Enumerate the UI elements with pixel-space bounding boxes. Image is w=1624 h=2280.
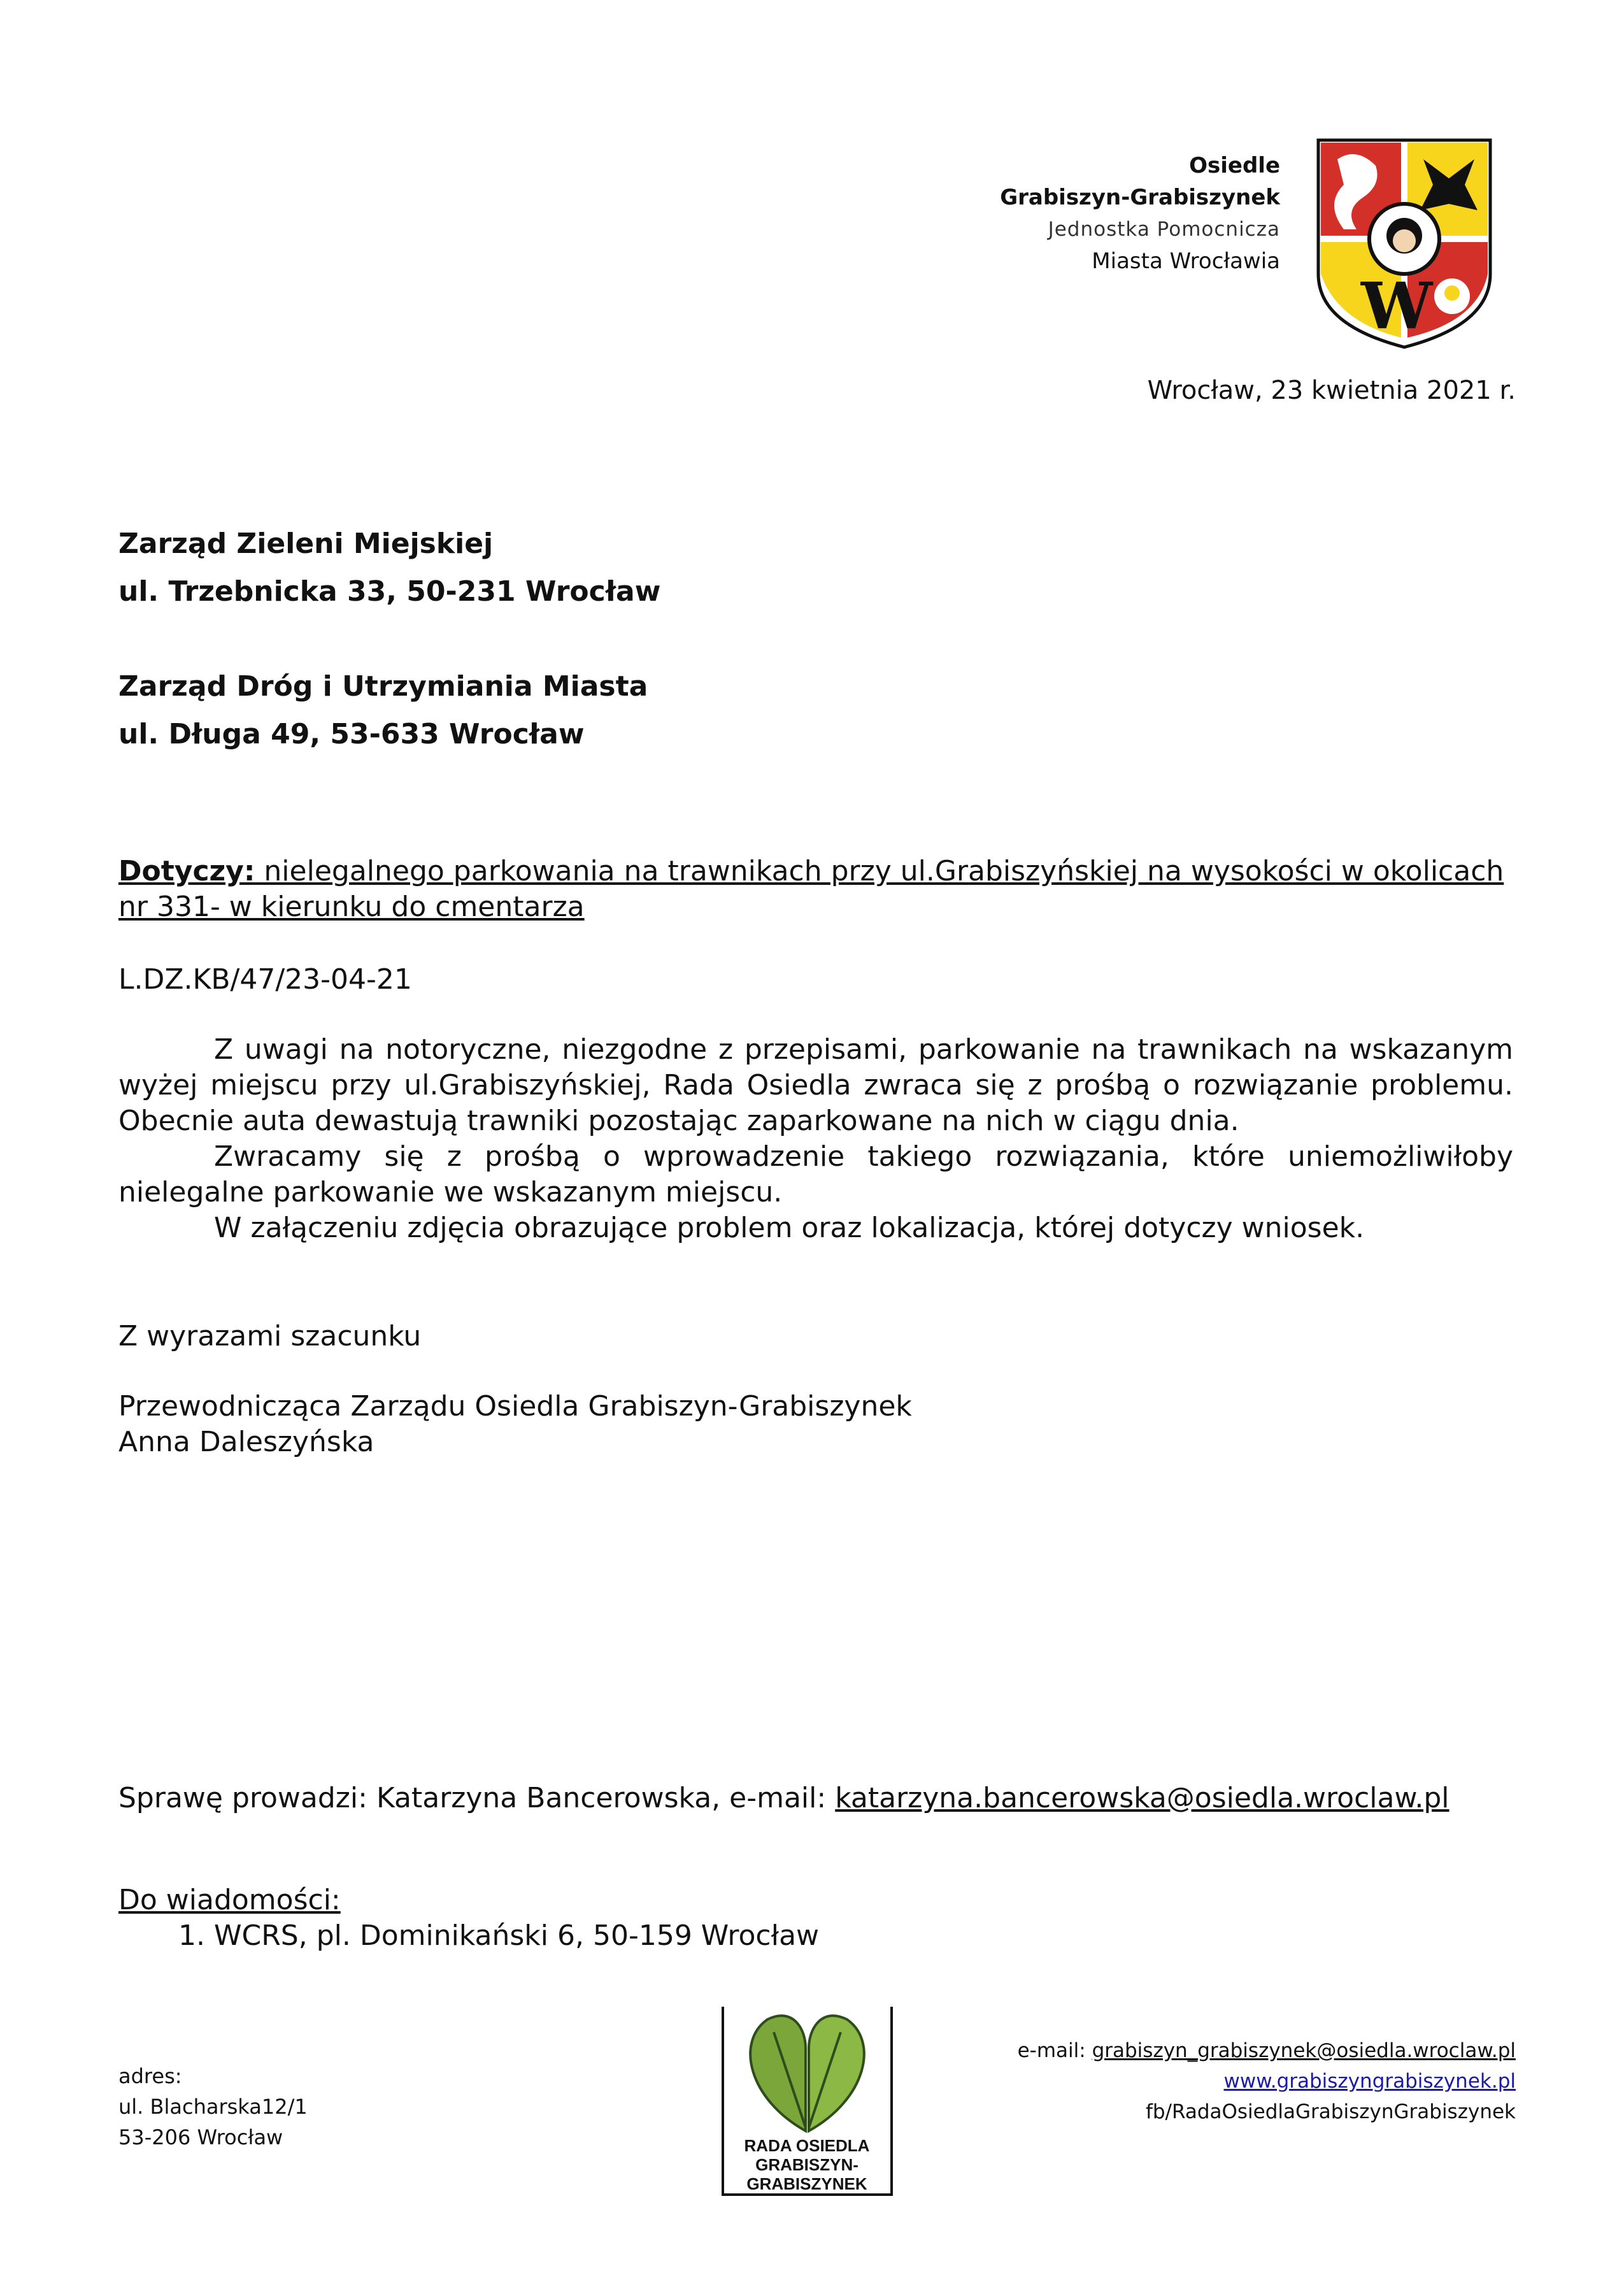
footer-address-city: 53-206 Wrocław [118, 2125, 283, 2149]
letter-date: Wrocław, 23 kwietnia 2021 r. [1147, 376, 1516, 405]
cc-list [118, 1918, 1513, 1954]
logo-line-1: RADA OSIEDLA [744, 2136, 870, 2155]
letterhead-line-4: Miasta Wrocławia [1092, 248, 1280, 274]
case-handler [118, 1781, 1513, 1816]
subject-line [118, 854, 1513, 925]
closing: Z wyrazami szacunku [118, 1320, 422, 1352]
recipient-2-name: Zarząd Dróg i Utrzymiania Miasta [118, 670, 648, 703]
recipient-1-address: ul. Trzebnicka 33, 50-231 Wrocław [118, 575, 661, 608]
footer-facebook: fb/RadaOsiedlaGrabiszynGrabiszynek [1145, 2100, 1516, 2123]
signature-name: Anna Daleszyńska [118, 1426, 374, 1458]
footer-website-link[interactable]: www.grabiszyngrabiszynek.pl [1223, 2070, 1516, 2093]
cc-heading: Do wiadomości: [118, 1884, 341, 1916]
letterhead-line-1: Osiedle [1189, 153, 1280, 178]
footer-contact [1018, 2035, 1516, 2127]
footer-address-label: adres: [118, 2064, 182, 2088]
recipient-2-address: ul. Długa 49, 53-633 Wrocław [118, 718, 585, 750]
logo-line-2: GRABISZYN- [755, 2155, 858, 2174]
rada-osiedla-logo [710, 2004, 904, 2201]
letterhead-line-2: Grabiszyn-Grabiszynek [1000, 185, 1280, 210]
letterhead [1000, 150, 1280, 277]
paragraph-2: Zwracamy się z prośbą o wprowadzenie takiego rozwiązania, które uniemożliwiłoby nielegalne parkowanie we wskazanym miejscu. [118, 1140, 1513, 1208]
footer-email-label: e-mail: [1017, 2039, 1092, 2062]
signature-block [118, 1389, 1513, 1460]
subject-label: Dotyczy: [118, 855, 255, 887]
logo-line-3: GRABISZYNEK [746, 2174, 867, 2193]
case-handler-email-link[interactable]: katarzyna.bancerowska@osiedla.wroclaw.pl [835, 1782, 1449, 1814]
crest-letter: W [1361, 268, 1433, 343]
letterhead-line-3: Jednostka Pomocnicza [1048, 218, 1280, 241]
paragraph-3: W załączeniu zdjęcia obrazujące problem oraz lokalizacja, której dotyczy wniosek. [214, 1212, 1365, 1244]
cc-item: 1. WCRS, pl. Dominikański 6, 50-159 Wrocław [214, 1918, 1513, 1954]
footer-email-link[interactable]: grabiszyn_grabiszynek@osiedla.wroclaw.pl [1092, 2039, 1516, 2062]
carbon-copy [118, 1882, 1513, 1954]
signature-title: Przewodnicząca Zarządu Osiedla Grabiszyn-Grabiszynek [118, 1390, 912, 1423]
recipient-1-name: Zarząd Zieleni Miejskiej [118, 527, 494, 560]
footer-address [118, 2061, 308, 2153]
subject-text: nielegalnego parkowania na trawnikach przy ul.Grabiszyńskiej na wysokości w okolicach nr 331- w kierunku do cmentarza [118, 855, 1504, 923]
paragraph-1: Z uwagi na notoryczne, niezgodne z przepisami, parkowanie na trawnikach na wskazanym wyżej miejscu przy ul.Grabiszyńskiej, Rada Osiedla zwraca się z prośbą o rozwiązanie problemu. Obecnie auta dewastują trawniki pozostając zaparkowane na nich w ciągu dnia. [118, 1033, 1513, 1137]
case-handler-text: Sprawę prowadzi: Katarzyna Bancerowska, e-mail: [118, 1782, 836, 1814]
footer-address-street: ul. Blacharska12/1 [118, 2095, 308, 2119]
letter-body [118, 1032, 1513, 1246]
wroclaw-coat-of-arms-icon [1312, 134, 1497, 350]
reference-number: L.DZ.KB/47/23-04-21 [118, 963, 412, 996]
